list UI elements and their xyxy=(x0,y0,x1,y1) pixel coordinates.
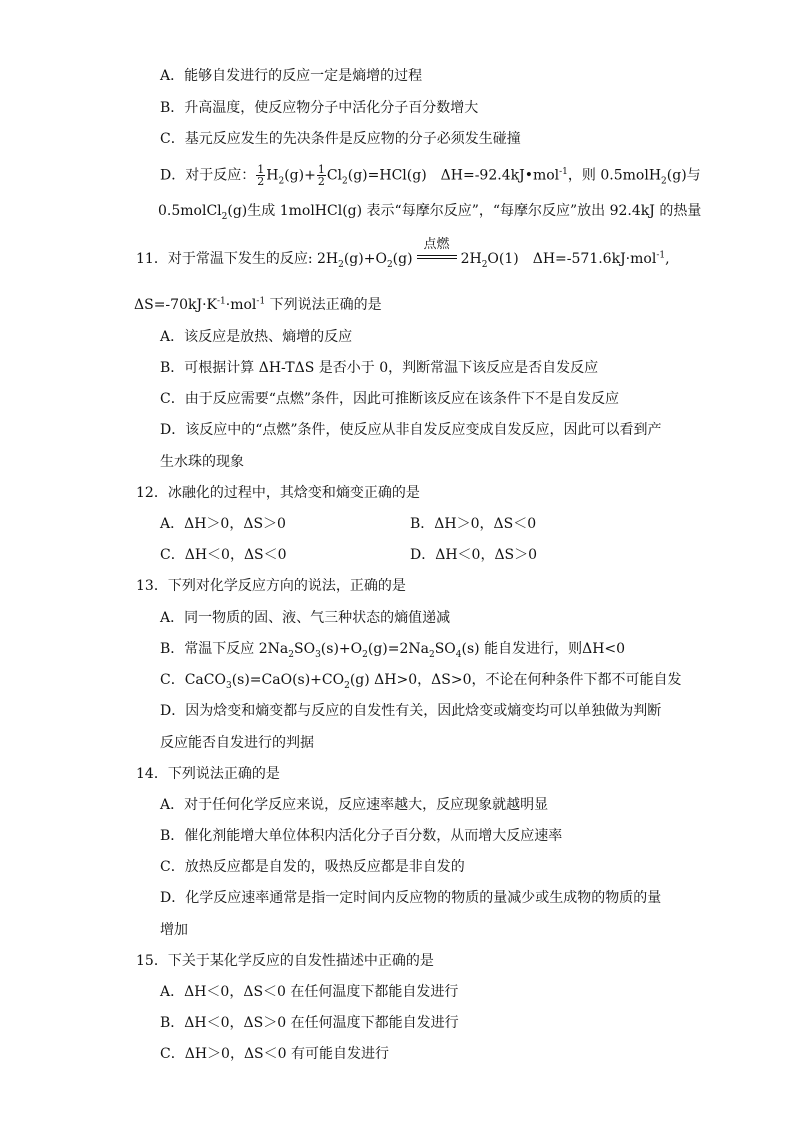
subscript: 2 xyxy=(278,176,285,187)
fraction xyxy=(317,164,326,187)
formula-part: , xyxy=(665,251,670,267)
subscript: 2 xyxy=(342,176,348,187)
q12-option-c: C．ΔH＜0，ΔS＜0 xyxy=(160,547,287,563)
q13-option-d: D．因为焓变和熵变都与反应的自发性有关，因此焓变或熵变均可以单独做为判断 xyxy=(160,703,662,719)
formula-part: ·mol xyxy=(225,297,257,313)
subscript: 2 xyxy=(338,259,344,270)
q14-stem: 14．下列说法正确的是 xyxy=(136,766,280,782)
ignition-label: 点燃 xyxy=(423,237,450,252)
formula-part: (g) xyxy=(392,251,413,267)
formula-part: (g)与 xyxy=(666,167,701,184)
superscript: -1 xyxy=(216,296,226,307)
superscript: -1 xyxy=(559,166,568,177)
subscript: 4 xyxy=(455,649,462,660)
q11-stem-line2 xyxy=(134,295,382,315)
subscript: 3 xyxy=(315,649,321,660)
formula-part: 2H xyxy=(460,251,482,267)
q11-option-d-line2: 生水珠的现象 xyxy=(160,454,244,470)
q13-option-d-line2: 反应能否自发进行的判据 xyxy=(160,735,314,751)
formula-part: Cl xyxy=(326,167,343,184)
q13-option-a: A．同一物质的固、液、气三种状态的熵值递减 xyxy=(160,610,451,626)
fraction-denominator: 2 xyxy=(317,175,325,188)
formula-part: (g)+O xyxy=(343,251,387,267)
q14-option-d: D．化学反应速率通常是指一定时间内反应物的物质的量减少或生成物的物质的量 xyxy=(160,890,662,906)
q11-stem xyxy=(136,237,670,270)
formula-part: B．常温下反应 2Na xyxy=(160,641,289,657)
q14-option-d-line2: 增加 xyxy=(160,922,188,938)
q11-option-c: C．由于反应需要“点燃”条件，因此可推断该反应在该条件下不是自发反应 xyxy=(160,391,620,407)
q15-option-b: B．ΔH＜0，ΔS＞0 在任何温度下都能自发进行 xyxy=(160,1015,459,1031)
q14-option-a: A．对于任何化学反应来说，反应速率越大，反应现象就越明显 xyxy=(160,797,549,813)
fraction xyxy=(256,164,265,187)
formula-part: 下列说法正确的是 xyxy=(265,297,382,313)
fraction-denominator: 2 xyxy=(257,175,265,188)
subscript: 2 xyxy=(288,649,294,660)
formula-part: C．CaCO xyxy=(160,672,226,688)
subscript: 2 xyxy=(344,680,350,691)
q14-option-b: B．催化剂能增大单位体积内活化分子百分数，从而增大反应速率 xyxy=(160,828,563,844)
q13-stem: 13．下列对化学反应方向的说法，正确的是 xyxy=(136,578,406,594)
q10-option-c: C．基元反应发生的先决条件是反应物的分子必须发生碰撞 xyxy=(160,131,521,147)
fraction-numerator: 1 xyxy=(317,163,325,176)
formula-part: (g)生成 1molHCl(g) 表示“每摩尔反应”，“每摩尔反应”放出 92.4kJ 的热量 xyxy=(227,203,702,219)
formula-part: H xyxy=(266,167,279,184)
q12-option-a: A．ΔH＞0，ΔS＞0 xyxy=(160,516,286,532)
subscript: 2 xyxy=(481,259,488,270)
q10-d-prefix: D．对于反应： xyxy=(160,167,256,184)
q10-option-d-line2 xyxy=(158,201,701,221)
q13-option-b xyxy=(160,639,625,659)
formula-part: 11．对于常温下发生的反应: 2H xyxy=(136,251,339,267)
formula-part: (s)=CaO(s)+CO xyxy=(231,672,345,688)
subscript: 2 xyxy=(661,176,667,187)
formula-part: SO xyxy=(293,641,316,657)
subscript: 2 xyxy=(386,259,393,270)
fraction-numerator: 1 xyxy=(257,163,265,176)
q15-option-a: A．ΔH＜0，ΔS＜0 在任何温度下都能自发进行 xyxy=(160,984,459,1000)
q12-option-b: B．ΔH＞0，ΔS＜0 xyxy=(410,516,537,532)
formula-part: (s) 能自发进行，则ΔH<0 xyxy=(461,641,626,657)
subscript: 2 xyxy=(221,211,228,222)
q11-option-b: B．可根据计算 ΔH-TΔS 是否小于 0，判断常温下该反应是否自发反应 xyxy=(160,360,599,376)
q15-stem: 15．下关于某化学反应的自发性描述中正确的是 xyxy=(136,953,434,969)
formula-part: O(1) ΔH=-571.6kJ·mol xyxy=(487,251,657,267)
subscript: 3 xyxy=(225,680,232,691)
q10-option-b: B．升高温度，使反应物分子中活化分子百分数增大 xyxy=(160,100,479,116)
q15-option-c: C．ΔH＞0，ΔS＜0 有可能自发进行 xyxy=(160,1046,389,1062)
formula-part: (s)+O xyxy=(320,641,363,657)
formula-part: (g) ΔH>0，ΔS>0，不论在何种条件下都不可能自发 xyxy=(349,672,682,688)
q14-option-c: C．放热反应都是自发的，吸热反应都是非自发的 xyxy=(160,859,465,875)
formula-part: (g)=HCl(g) ΔH=-92.4kJ•mol xyxy=(347,167,560,184)
subscript: 2 xyxy=(362,649,368,660)
formula-part: ΔS=-70kJ·K xyxy=(134,297,217,313)
ignition-arrow xyxy=(415,237,459,269)
q11-option-d: D．该反应中的“点燃”条件，使反应从非自发反应变成自发反应，因此可以看到产 xyxy=(160,422,662,438)
formula-part: ，则 0.5molH xyxy=(567,167,662,184)
q11-option-a: A．该反应是放热、熵增的反应 xyxy=(160,329,353,345)
q10-option-d xyxy=(160,164,701,187)
q12-option-d: D．ΔH＜0，ΔS＞0 xyxy=(410,547,538,563)
q13-option-c xyxy=(160,670,681,690)
q10-option-a: A．能够自发进行的反应一定是熵增的过程 xyxy=(160,68,423,84)
formula-part: SO xyxy=(434,641,456,657)
formula-part: (g)+ xyxy=(284,167,316,184)
formula-part: 0.5molCl xyxy=(158,203,222,219)
superscript: -1 xyxy=(256,296,266,307)
subscript: 2 xyxy=(428,649,435,660)
q12-stem: 12．冰融化的过程中，其焓变和熵变正确的是 xyxy=(136,485,420,501)
formula-part: (g)=2Na xyxy=(367,641,429,657)
superscript: -1 xyxy=(656,250,666,261)
